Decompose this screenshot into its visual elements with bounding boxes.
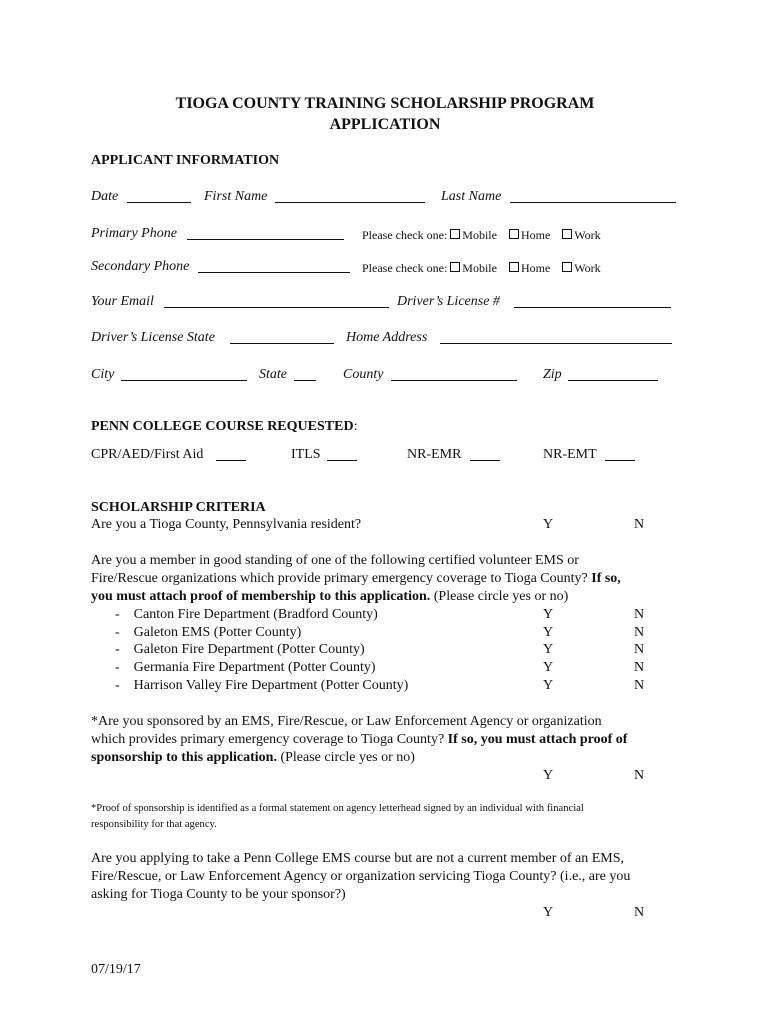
drivers-license-label: Driver’s License # xyxy=(397,294,500,309)
q4-line2: Fire/Rescue, or Law Enforcement Agency or organization servicing Tioga County? (i.e., are you xyxy=(91,869,631,884)
primary-phone-field[interactable] xyxy=(187,226,344,240)
org-item: - Germania Fire Department (Potter County) xyxy=(115,660,376,675)
course-option-nr-emr: NR-EMR xyxy=(407,447,462,462)
secondary-work-checkbox[interactable] xyxy=(562,262,572,272)
secondary-phone-label: Secondary Phone xyxy=(91,259,190,274)
q3-line1: *Are you sponsored by an EMS, Fire/Rescue, or Law Enforcement Agency or organization xyxy=(91,714,602,729)
org-item: - Harrison Valley Fire Department (Potter County) xyxy=(115,678,409,693)
city-label: City xyxy=(91,367,115,382)
last-name-label: Last Name xyxy=(441,189,502,204)
course-option-cpr: CPR/AED/First Aid xyxy=(91,447,204,462)
org-yes[interactable]: Y xyxy=(543,678,554,693)
q3-line2-plain: which provides primary emergency coverage to Tioga County? xyxy=(91,732,445,747)
primary-phone-label: Primary Phone xyxy=(91,226,177,241)
q4-line1: Are you applying to take a Penn College EMS course but are not a current member of an EMS, xyxy=(91,851,625,866)
state-label: State xyxy=(259,367,287,382)
org-item: - Canton Fire Department (Bradford County) xyxy=(115,607,378,622)
q2-line3-bold: you must attach proof of membership to this application. xyxy=(91,589,431,604)
date-label: Date xyxy=(91,189,119,204)
secondary-home-label: Home xyxy=(520,261,551,275)
org-name: Harrison Valley Fire Department (Potter County) xyxy=(133,678,409,693)
secondary-phone-field[interactable] xyxy=(198,259,350,273)
drivers-license-state-field[interactable] xyxy=(230,330,334,344)
q2-line2 xyxy=(91,571,621,587)
q2-line3 xyxy=(91,589,568,605)
q1-text: Are you a Tioga County, Pennsylvania resident? xyxy=(91,517,362,532)
org-no[interactable]: N xyxy=(634,678,645,693)
q4-yes[interactable]: Y xyxy=(543,905,554,920)
q3-line3-bold: sponsorship to this application. xyxy=(91,750,277,765)
q1-yes[interactable]: Y xyxy=(543,517,554,532)
primary-phone-check-one xyxy=(362,228,601,243)
form-title-line2: APPLICATION xyxy=(329,116,441,133)
q3-line3 xyxy=(91,750,415,766)
zip-field[interactable] xyxy=(568,367,658,381)
city-field[interactable] xyxy=(121,367,247,381)
org-yes[interactable]: Y xyxy=(543,642,554,657)
applicant-info-heading: APPLICANT INFORMATION xyxy=(91,153,280,168)
q1-no[interactable]: N xyxy=(634,517,645,532)
course-option-itls-field[interactable] xyxy=(327,447,357,461)
q2-line2-bold: If so, xyxy=(591,571,621,586)
org-name: Germania Fire Department (Potter County) xyxy=(133,660,376,675)
home-address-field[interactable] xyxy=(440,330,672,344)
q3-line3-plain: (Please circle yes or no) xyxy=(280,750,415,765)
org-yes[interactable]: Y xyxy=(543,607,554,622)
secondary-mobile-checkbox[interactable] xyxy=(450,262,460,272)
primary-mobile-label: Mobile xyxy=(462,228,497,242)
email-field[interactable] xyxy=(164,294,389,308)
secondary-phone-check-one xyxy=(362,261,601,276)
org-name: Galeton EMS (Potter County) xyxy=(133,625,302,640)
check-one-label: Please check one: xyxy=(362,228,448,242)
check-one-label: Please check one: xyxy=(362,261,448,275)
date-field[interactable] xyxy=(127,189,191,203)
course-option-nr-emr-field[interactable] xyxy=(470,447,500,461)
county-label: County xyxy=(343,367,384,382)
home-address-label: Home Address xyxy=(346,330,428,345)
course-option-itls: ITLS xyxy=(291,447,321,462)
course-option-cpr-field[interactable] xyxy=(216,447,246,461)
first-name-label: First Name xyxy=(204,189,268,204)
org-no[interactable]: N xyxy=(634,607,645,622)
q4-line3: asking for Tioga County to be your sponsor?) xyxy=(91,887,346,902)
org-no[interactable]: N xyxy=(634,625,645,640)
drivers-license-field[interactable] xyxy=(514,294,671,308)
org-item: - Galeton EMS (Potter County) xyxy=(115,625,302,640)
course-requested-heading xyxy=(91,419,357,435)
course-option-nr-emt: NR-EMT xyxy=(543,447,597,462)
revision-date: 07/19/17 xyxy=(91,962,141,977)
primary-work-checkbox[interactable] xyxy=(562,229,572,239)
q3-no[interactable]: N xyxy=(634,768,645,783)
first-name-field[interactable] xyxy=(275,189,425,203)
q2-line3-plain: (Please circle yes or no) xyxy=(433,589,569,604)
county-field[interactable] xyxy=(391,367,517,381)
org-no[interactable]: N xyxy=(634,642,645,657)
scholarship-criteria-heading: SCHOLARSHIP CRITERIA xyxy=(91,500,266,515)
q3-line2 xyxy=(91,732,627,748)
org-name: Galeton Fire Department (Potter County) xyxy=(133,642,365,657)
org-item: - Galeton Fire Department (Potter County) xyxy=(115,642,365,657)
org-yes[interactable]: Y xyxy=(543,625,554,640)
zip-label: Zip xyxy=(543,367,562,382)
org-name: Canton Fire Department (Bradford County) xyxy=(133,607,378,622)
course-heading-colon: : xyxy=(353,419,358,434)
course-option-nr-emt-field[interactable] xyxy=(605,447,635,461)
last-name-field[interactable] xyxy=(510,189,676,203)
secondary-home-checkbox[interactable] xyxy=(509,262,519,272)
email-label: Your Email xyxy=(91,294,154,309)
q2-line2-plain: Fire/Rescue organizations which provide primary emergency coverage to Tioga County? xyxy=(91,571,588,586)
secondary-mobile-label: Mobile xyxy=(462,261,497,275)
footnote-line2: responsibility for that agency. xyxy=(91,819,217,830)
q4-no[interactable]: N xyxy=(634,905,645,920)
footnote-line1: *Proof of sponsorship is identified as a formal statement on agency letterhead signed by an individual with financial xyxy=(91,803,584,814)
primary-work-label: Work xyxy=(574,228,601,242)
q3-line2-bold: If so, you must attach proof of xyxy=(447,732,628,747)
state-field[interactable] xyxy=(294,367,316,381)
primary-mobile-checkbox[interactable] xyxy=(450,229,460,239)
org-no[interactable]: N xyxy=(634,660,645,675)
primary-home-checkbox[interactable] xyxy=(509,229,519,239)
q2-line1: Are you a member in good standing of one of the following certified volunteer EMS or xyxy=(91,553,579,568)
org-yes[interactable]: Y xyxy=(543,660,554,675)
drivers-license-state-label: Driver’s License State xyxy=(91,330,215,345)
form-title-line1: TIOGA COUNTY TRAINING SCHOLARSHIP PROGRAM xyxy=(175,95,595,112)
q3-yes[interactable]: Y xyxy=(543,768,554,783)
secondary-work-label: Work xyxy=(574,261,601,275)
primary-home-label: Home xyxy=(520,228,551,242)
course-heading-text: PENN COLLEGE COURSE REQUESTED xyxy=(91,419,354,434)
